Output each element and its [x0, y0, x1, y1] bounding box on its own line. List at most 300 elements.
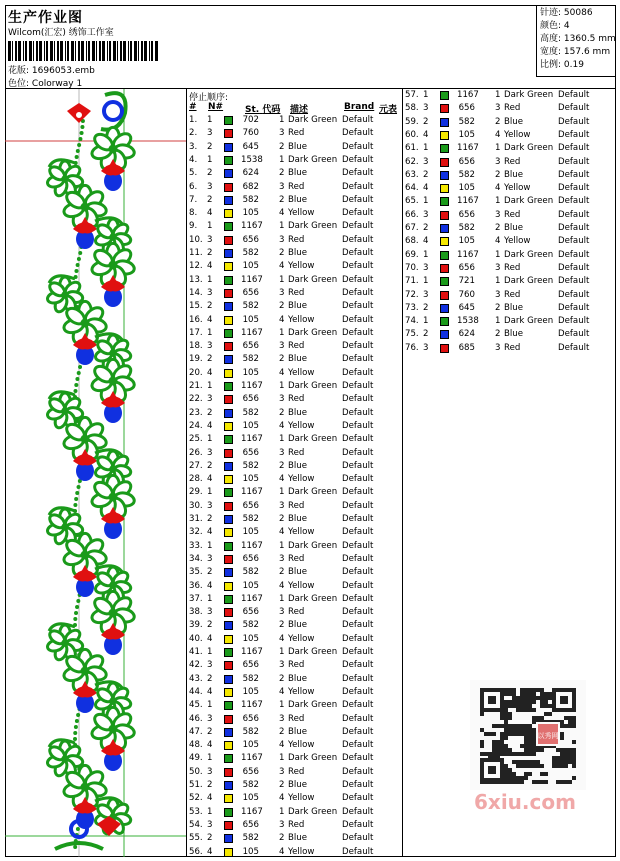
- row-color-index: 2: [279, 780, 285, 790]
- color-swatch: [224, 608, 233, 617]
- row-brand: Default: [342, 567, 374, 578]
- row-color-index: 4: [279, 420, 285, 431]
- row-desc: Red: [288, 713, 305, 724]
- row-needle: 1: [207, 700, 213, 711]
- row-needle: 4: [207, 208, 213, 219]
- row-code: 105: [242, 527, 259, 538]
- row-color-index: 1: [279, 327, 285, 338]
- row-brand: Default: [342, 806, 374, 817]
- row-color-index: 3: [279, 553, 285, 564]
- table-row: [403, 262, 616, 275]
- color-swatch: [224, 169, 233, 178]
- color-swatch: [224, 369, 233, 378]
- color-swatch: [440, 158, 449, 167]
- row-desc: Yellow: [288, 633, 315, 644]
- color-swatch: [440, 171, 449, 180]
- row-code: 105: [242, 740, 259, 751]
- row-brand: Default: [342, 194, 374, 205]
- row-number: 63.: [405, 169, 419, 180]
- row-brand: Default: [342, 620, 374, 631]
- table-row: [187, 314, 402, 327]
- row-code: 582: [458, 116, 475, 127]
- row-desc: Blue: [288, 194, 308, 205]
- row-color-index: 4: [279, 367, 285, 378]
- color-swatch: [224, 542, 233, 551]
- table-row: [187, 739, 402, 752]
- row-code: 1167: [241, 647, 263, 657]
- row-needle: 3: [423, 209, 429, 220]
- row-brand: Default: [342, 460, 374, 471]
- table-row: [187, 619, 402, 632]
- row-needle: 4: [207, 686, 213, 697]
- color-swatch: [224, 741, 233, 750]
- color-swatch: [224, 675, 233, 684]
- table-row: [187, 353, 402, 366]
- col-needle: N#: [208, 102, 224, 112]
- row-number: 30.: [189, 500, 203, 511]
- row-brand: Default: [342, 819, 374, 830]
- row-brand: Default: [342, 301, 374, 312]
- row-number: 75.: [405, 329, 419, 340]
- row-color-index: 2: [495, 116, 501, 127]
- row-brand: Default: [558, 90, 590, 100]
- color-swatch: [440, 184, 449, 193]
- row-code: 582: [458, 223, 475, 233]
- colorway-value: Colorway 1: [31, 79, 83, 89]
- row-brand: Default: [558, 342, 590, 353]
- table-row: [187, 806, 402, 819]
- row-code: 656: [458, 103, 475, 114]
- table-row: [403, 142, 616, 155]
- row-number: 43.: [189, 673, 203, 684]
- row-needle: 4: [207, 740, 213, 751]
- table-row: [187, 713, 402, 726]
- row-code: 1167: [457, 143, 479, 154]
- row-brand: Default: [342, 420, 374, 431]
- table-row: [187, 832, 402, 845]
- row-brand: Default: [342, 633, 374, 644]
- row-code: 656: [242, 766, 259, 777]
- row-color-index: 1: [279, 154, 285, 165]
- row-color-index: 3: [279, 447, 285, 458]
- color-swatch: [440, 104, 449, 113]
- row-desc: Dark Green: [288, 540, 338, 551]
- row-brand: Default: [558, 236, 590, 247]
- row-number: 56.: [189, 846, 203, 857]
- row-needle: 1: [207, 434, 213, 445]
- row-number: 21.: [189, 381, 203, 391]
- row-brand: Default: [342, 527, 374, 538]
- row-brand: Default: [342, 593, 374, 604]
- row-code: 105: [458, 236, 475, 247]
- header: [5, 5, 616, 89]
- table-row: [187, 234, 402, 247]
- row-color-index: 2: [279, 514, 285, 524]
- row-code: 1167: [241, 434, 263, 445]
- color-swatch: [440, 330, 449, 339]
- row-needle: 2: [423, 329, 429, 340]
- row-color-index: 3: [279, 660, 285, 671]
- row-desc: Blue: [504, 302, 524, 313]
- stats-box: [536, 5, 616, 77]
- row-number: 2.: [189, 128, 198, 139]
- color-swatch: [440, 197, 449, 206]
- column-headers: [189, 102, 401, 113]
- color-swatch: [440, 211, 449, 220]
- row-brand: Default: [558, 262, 590, 273]
- row-number: 35.: [189, 567, 203, 578]
- row-color-index: 4: [495, 183, 501, 194]
- table-row: [403, 89, 616, 102]
- color-swatch: [224, 316, 233, 325]
- color-swatch: [440, 224, 449, 233]
- color-swatch: [440, 131, 449, 140]
- color-swatch: [224, 409, 233, 418]
- color-swatch: [224, 728, 233, 737]
- row-needle: 3: [423, 342, 429, 353]
- row-color-index: 4: [279, 580, 285, 591]
- table-row: [187, 247, 402, 260]
- row-needle: 2: [207, 726, 213, 737]
- row-desc: Red: [288, 287, 305, 298]
- row-number: 42.: [189, 660, 203, 671]
- table-row: [403, 328, 616, 341]
- row-desc: Blue: [504, 116, 524, 127]
- row-desc: Yellow: [504, 129, 531, 140]
- row-needle: 3: [207, 394, 213, 405]
- table-row: [403, 289, 616, 302]
- table-row: [187, 846, 402, 859]
- row-number: 6.: [189, 181, 198, 192]
- color-swatch: [224, 821, 233, 830]
- row-number: 16.: [189, 314, 203, 325]
- table-row: [187, 167, 402, 180]
- row-number: 26.: [189, 447, 203, 458]
- row-desc: Dark Green: [504, 316, 554, 327]
- row-code: 582: [242, 567, 259, 578]
- row-number: 65.: [405, 196, 419, 207]
- row-brand: Default: [342, 314, 374, 325]
- row-desc: Yellow: [288, 367, 315, 378]
- row-desc: Blue: [288, 248, 308, 258]
- row-number: 39.: [189, 620, 203, 631]
- row-color-index: 4: [495, 236, 501, 247]
- row-code: 105: [242, 793, 259, 804]
- row-brand: Default: [342, 407, 374, 418]
- table-row: [187, 181, 402, 194]
- row-code: 656: [242, 287, 259, 298]
- row-code: 105: [458, 183, 475, 194]
- stat-scale: 比例: 0.19: [540, 60, 584, 70]
- row-desc: Dark Green: [288, 115, 338, 125]
- color-swatch: [224, 222, 233, 231]
- table-row: [187, 593, 402, 606]
- table-row: [187, 659, 402, 672]
- row-code: 656: [242, 500, 259, 511]
- row-brand: Default: [558, 143, 590, 154]
- row-number: 60.: [405, 129, 419, 140]
- color-swatch: [224, 355, 233, 364]
- table-row: [187, 154, 402, 167]
- table-row: [187, 526, 402, 539]
- table-row: [187, 766, 402, 779]
- row-code: 582: [242, 620, 259, 631]
- color-swatch: [224, 289, 233, 298]
- color-swatch: [224, 329, 233, 338]
- color-swatch: [224, 808, 233, 817]
- row-code: 656: [458, 262, 475, 273]
- row-needle: 4: [207, 420, 213, 431]
- row-needle: 4: [423, 236, 429, 247]
- row-needle: 4: [207, 580, 213, 591]
- table-row: [187, 380, 402, 393]
- row-desc: Red: [504, 156, 521, 167]
- table-row: [403, 116, 616, 129]
- row-needle: 2: [207, 620, 213, 631]
- row-needle: 3: [207, 500, 213, 511]
- row-number: 74.: [405, 316, 419, 327]
- row-color-index: 3: [495, 156, 501, 167]
- row-color-index: 3: [279, 128, 285, 139]
- row-brand: Default: [558, 183, 590, 194]
- row-desc: Red: [504, 262, 521, 273]
- row-color-index: 4: [279, 686, 285, 697]
- color-swatch: [224, 435, 233, 444]
- row-color-index: 3: [279, 500, 285, 511]
- row-color-index: 3: [279, 819, 285, 830]
- row-needle: 3: [207, 447, 213, 458]
- barcode: [8, 41, 160, 61]
- row-needle: 3: [207, 553, 213, 564]
- row-desc: Red: [288, 553, 305, 564]
- row-color-index: 1: [495, 196, 501, 207]
- table-row: [403, 209, 616, 222]
- row-number: 29.: [189, 487, 203, 498]
- row-color-index: 3: [279, 607, 285, 618]
- row-desc: Yellow: [504, 183, 531, 194]
- color-swatch: [224, 502, 233, 511]
- color-swatch: [224, 156, 233, 165]
- row-number: 53.: [189, 806, 203, 817]
- row-number: 4.: [189, 154, 198, 165]
- table-row: [187, 300, 402, 313]
- table-row: [187, 287, 402, 300]
- row-code: 582: [242, 780, 259, 790]
- row-desc: Dark Green: [288, 221, 338, 232]
- color-swatch: [224, 475, 233, 484]
- row-desc: Dark Green: [288, 806, 338, 817]
- table-row: [403, 249, 616, 262]
- row-color-index: 1: [279, 487, 285, 498]
- table-row: [187, 393, 402, 406]
- row-brand: Default: [558, 129, 590, 140]
- row-color-index: 3: [279, 181, 285, 192]
- row-brand: Default: [342, 367, 374, 378]
- table-row: [187, 500, 402, 513]
- row-number: 33.: [189, 540, 203, 551]
- color-swatch: [224, 342, 233, 351]
- row-code: 1167: [241, 593, 263, 604]
- color-swatch: [224, 276, 233, 285]
- row-desc: Blue: [288, 673, 308, 684]
- row-code: 105: [242, 314, 259, 325]
- company-name: Wilcom(汇宏) 绣饰工作室: [8, 28, 114, 38]
- row-brand: Default: [342, 553, 374, 564]
- col-num: #: [189, 102, 197, 112]
- row-color-index: 4: [279, 474, 285, 485]
- row-needle: 3: [207, 713, 213, 724]
- color-swatch: [440, 344, 449, 353]
- row-needle: 1: [207, 806, 213, 817]
- row-number: 49.: [189, 753, 203, 764]
- row-number: 71.: [405, 276, 419, 287]
- table-row: [187, 486, 402, 499]
- row-desc: Dark Green: [504, 249, 554, 260]
- color-swatch: [224, 688, 233, 697]
- qr-badge-text: 以秀网: [537, 732, 559, 740]
- row-brand: Default: [342, 154, 374, 165]
- row-number: 47.: [189, 726, 203, 737]
- table-row: [187, 580, 402, 593]
- row-needle: 1: [207, 154, 213, 165]
- table-row: [187, 127, 402, 140]
- row-brand: Default: [342, 833, 374, 844]
- row-needle: 2: [423, 169, 429, 180]
- row-brand: Default: [342, 287, 374, 298]
- color-swatch: [224, 449, 233, 458]
- row-desc: Red: [288, 181, 305, 192]
- row-number: 44.: [189, 686, 203, 697]
- row-desc: Yellow: [288, 740, 315, 751]
- table-row: [187, 420, 402, 433]
- row-brand: Default: [342, 434, 374, 445]
- row-code: 1167: [241, 274, 263, 285]
- row-number: 19.: [189, 354, 203, 365]
- color-swatch: [224, 768, 233, 777]
- table-row: [187, 606, 402, 619]
- table-row: [403, 222, 616, 235]
- row-brand: Default: [342, 766, 374, 777]
- color-swatch: [224, 236, 233, 245]
- row-needle: 2: [207, 514, 213, 524]
- row-desc: Yellow: [288, 580, 315, 591]
- row-brand: Default: [342, 234, 374, 245]
- row-number: 34.: [189, 553, 203, 564]
- color-swatch: [440, 91, 449, 100]
- row-number: 41.: [189, 647, 203, 657]
- table-row: [187, 779, 402, 792]
- row-code: 582: [242, 460, 259, 471]
- row-number: 50.: [189, 766, 203, 777]
- color-swatch: [224, 834, 233, 843]
- row-brand: Default: [558, 302, 590, 313]
- row-desc: Red: [288, 341, 305, 352]
- row-number: 7.: [189, 194, 198, 205]
- row-number: 18.: [189, 341, 203, 352]
- row-needle: 3: [207, 234, 213, 245]
- qr-code: [470, 680, 586, 790]
- row-number: 54.: [189, 819, 203, 830]
- row-number: 61.: [405, 143, 419, 154]
- row-needle: 3: [423, 103, 429, 114]
- row-brand: Default: [342, 726, 374, 737]
- color-swatch: [224, 302, 233, 311]
- row-code: 656: [242, 341, 259, 352]
- row-code: 656: [242, 660, 259, 671]
- colorway: [8, 76, 82, 89]
- table-row: [403, 102, 616, 115]
- color-swatch: [224, 754, 233, 763]
- row-desc: Dark Green: [288, 647, 338, 657]
- row-color-index: 2: [495, 169, 501, 180]
- table-row: [187, 553, 402, 566]
- row-brand: Default: [342, 394, 374, 405]
- row-code: 105: [242, 261, 259, 272]
- row-desc: Blue: [288, 141, 308, 152]
- color-swatch: [224, 595, 233, 604]
- row-code: 105: [242, 846, 259, 857]
- row-desc: Blue: [288, 567, 308, 578]
- row-brand: Default: [342, 793, 374, 804]
- row-desc: Blue: [288, 514, 308, 524]
- row-number: 69.: [405, 249, 419, 260]
- table-row: [187, 726, 402, 739]
- row-desc: Yellow: [288, 793, 315, 804]
- color-swatch: [224, 555, 233, 564]
- row-code: 1167: [241, 753, 263, 764]
- row-needle: 4: [207, 261, 213, 272]
- row-number: 67.: [405, 223, 419, 233]
- row-color-index: 3: [279, 713, 285, 724]
- row-brand: Default: [558, 249, 590, 260]
- color-swatch: [224, 648, 233, 657]
- row-needle: 1: [207, 647, 213, 657]
- row-color-index: 3: [279, 234, 285, 245]
- row-brand: Default: [558, 209, 590, 220]
- row-number: 17.: [189, 327, 203, 338]
- row-code: 656: [242, 607, 259, 618]
- row-code: 105: [242, 633, 259, 644]
- row-code: 582: [242, 354, 259, 365]
- row-brand: Default: [342, 846, 374, 857]
- table-row: [187, 540, 402, 553]
- row-needle: 2: [207, 301, 213, 312]
- row-brand: Default: [342, 274, 374, 285]
- row-color-index: 3: [279, 287, 285, 298]
- row-code: 105: [242, 420, 259, 431]
- color-swatch: [224, 382, 233, 391]
- row-desc: Red: [288, 500, 305, 511]
- row-color-index: 2: [279, 354, 285, 365]
- row-code: 105: [242, 208, 259, 219]
- row-brand: Default: [342, 487, 374, 498]
- row-color-index: 1: [495, 143, 501, 154]
- table-row: [187, 686, 402, 699]
- row-brand: Default: [342, 381, 374, 391]
- row-desc: Blue: [504, 169, 524, 180]
- row-color-index: 4: [495, 129, 501, 140]
- row-color-index: 1: [495, 249, 501, 260]
- color-swatch: [224, 515, 233, 524]
- row-desc: Red: [288, 128, 305, 139]
- row-brand: Default: [342, 686, 374, 697]
- table-row: [187, 752, 402, 765]
- row-desc: Dark Green: [288, 154, 338, 165]
- color-swatch: [440, 264, 449, 273]
- table-row: [187, 646, 402, 659]
- row-code: 1167: [457, 196, 479, 207]
- row-needle: 1: [207, 753, 213, 764]
